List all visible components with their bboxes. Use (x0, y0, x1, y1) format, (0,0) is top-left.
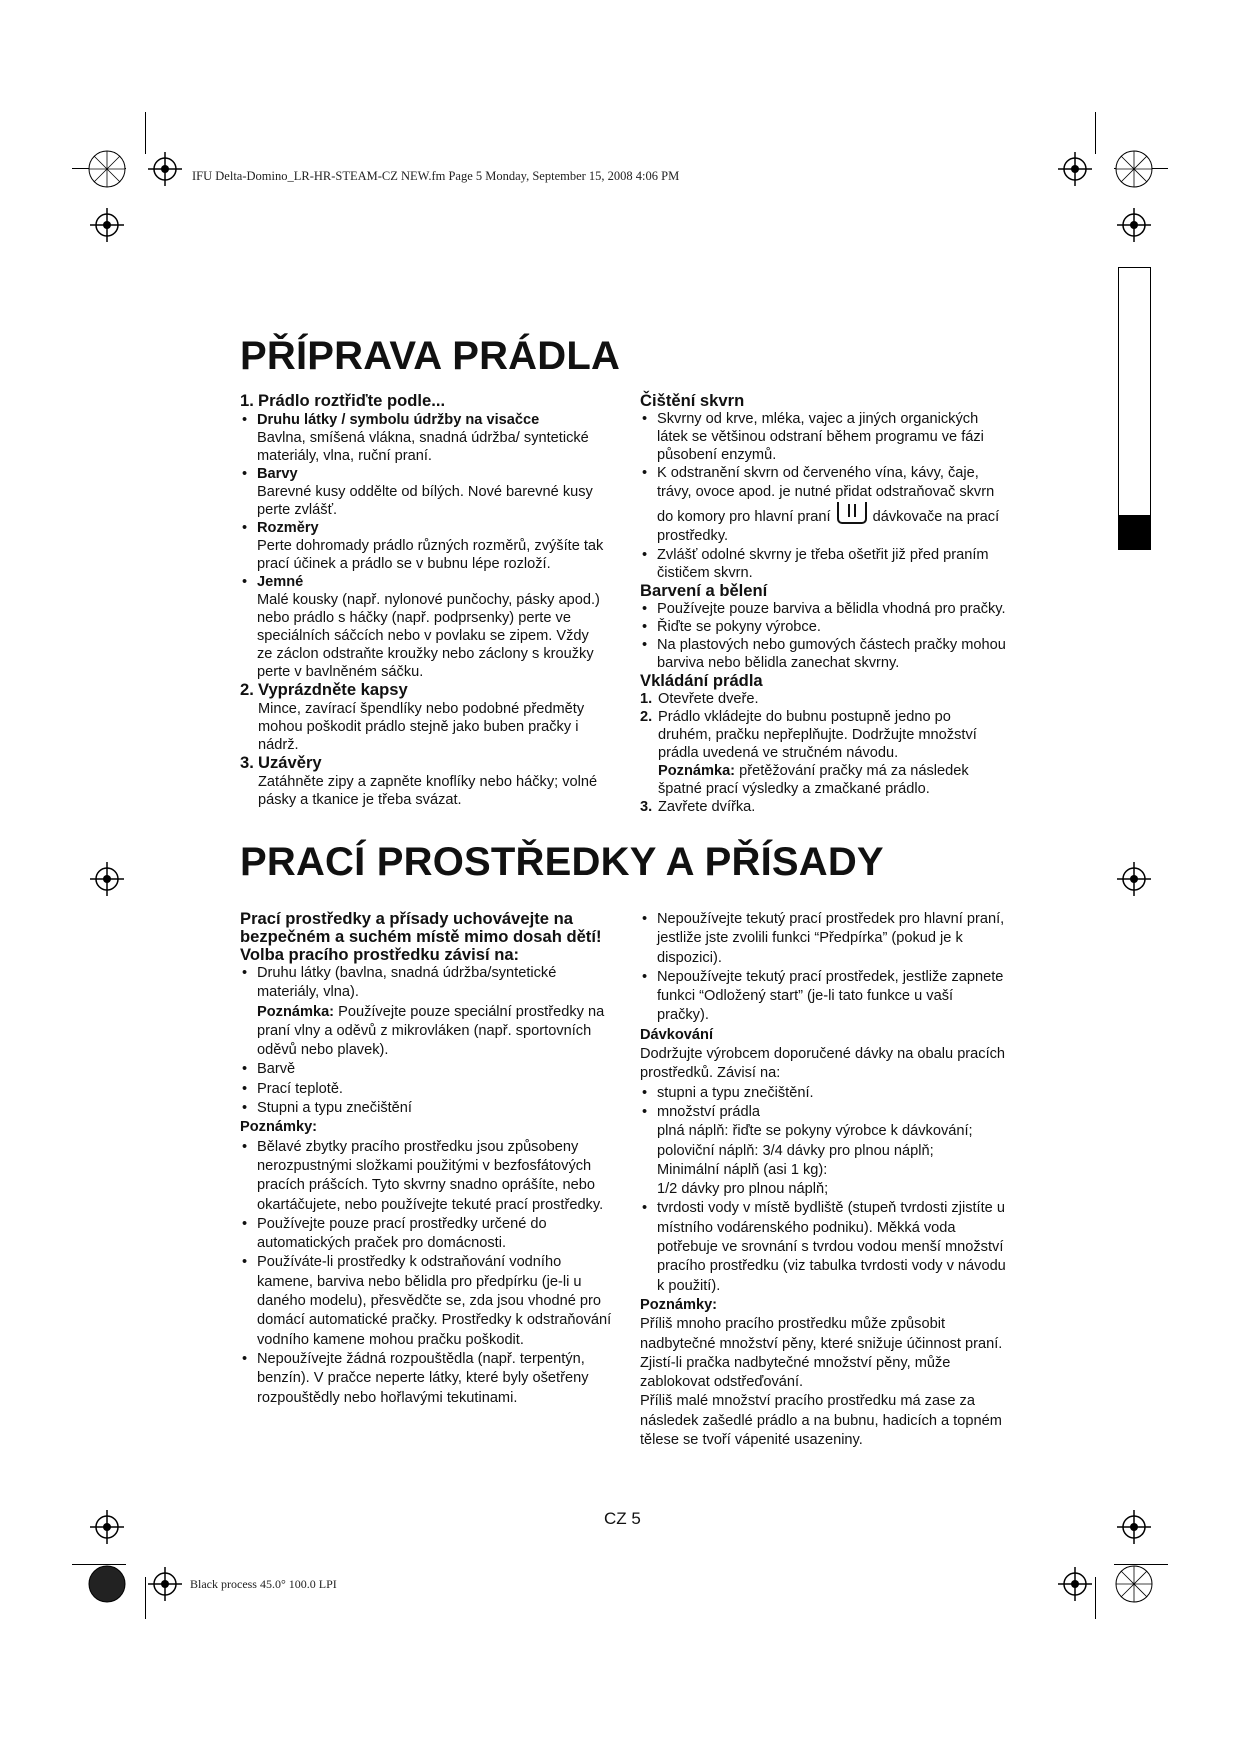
notes-label: Poznámky: (240, 1119, 318, 1136)
list-item: • množství prádla plná náplň: řiďte se pokyny výrobce k dávkování; poloviční náplň: 3/4 dávky pro plnou náplň; Minimální náplň (asi 1 kg): 1/2 dávky pro plnou náplň; (640, 1103, 1008, 1199)
subheading: Dávkování (640, 1026, 714, 1043)
detergent-left-column (240, 910, 612, 1408)
list-item: • Používáte-li prostředky k odstraňování vodního kamene, barviva nebo bělidla pro předpírku (je-li u daného modelu), přesvědčte se, zda jsou vhodné pro domácí automatické pračky. Prostředky k odstraňování vodního kamene mohou pračku poškodit. (240, 1253, 612, 1349)
footer-meta: Black process 45.0° 100.0 LPI (190, 1577, 337, 1591)
header-meta: IFU Delta-Domino_LR-HR-STEAM-CZ NEW.fm Page 5 Monday, September 15, 2008 4:06 PM (192, 169, 680, 183)
list-item: 2. Prádlo vkládejte do bubnu postupně jedno po druhém, pračku nepřeplňujte. Dodržujte množství prádla uvedená ve stručném návodu. Poznámka: přetěžování pračky má za následek špatné prací výsledky a zmačkané prádlo. (640, 709, 977, 797)
paragraph: Zjistí-li pračka nadbytečné množství pěny, může zablokovat odstřeďování. (640, 1354, 951, 1391)
list-item: • Barvě (240, 1060, 612, 1079)
subheading: Barvení a bělení (640, 581, 768, 600)
list-item: • Nepoužívejte žádná rozpouštědla (např. terpentýn, benzín). V pračce neperte látky, které byly ošetřeny rozpouštědly nebo hořlavými tekutinami. (240, 1350, 612, 1408)
main-wash-compartment-icon (837, 502, 867, 524)
notes-label: Poznámky: (640, 1296, 718, 1313)
subheading: Čištění skvrn (640, 391, 745, 410)
list-item: • Rozměry Perte dohromady prádlo různých rozměrů, zvýšíte tak prací účinek a prádlo se v bubnu lépe rozloží. (240, 519, 608, 573)
page-number: CZ 5 (604, 1509, 641, 1528)
paragraph: Příliš malé množství pracího prostředku má zase za následek zašedlé prádlo a na bubnu, hadicích a topném tělese se tvoří vápenité usazeniny. (640, 1393, 1002, 1449)
list-item: • K odstranění skvrn od červeného vína, kávy, čaje, trávy, ovoce apod. je nutné přidat odstraňovač skvrn do komory pro hlavní praní dávkovače na prací prostředky. (640, 464, 1006, 546)
list-item: • Barvy Barevné kusy oddělte od bílých. Nové barevné kusy perte zvlášť. (240, 465, 608, 519)
detergent-right-column (640, 910, 1008, 1450)
section-title-priprava: PŘÍPRAVA PRÁDLA (240, 334, 621, 378)
list-item: • Druhu látky / symbolu údržby na visačce Bavlna, smíšená vlákna, snadná údržba/ syntetické materiály, vlna, ruční praní. (240, 411, 608, 465)
list-item: 1. Otevřete dveře. (640, 691, 759, 707)
list-item: • stupni a typu znečištění. (640, 1084, 1008, 1103)
item-title: Prádlo roztřiďte podle... (258, 391, 446, 410)
list-item: • Bělavé zbytky pracího prostředku jsou způsobeny nerozpustnými složkami použitými v bezfosfátových pracích prášcích. Tyto skvrny snadno oprášíte, nebo okartáčujete, nebo používejte tekuté prací prostředky. (240, 1138, 612, 1215)
thumb-tab-outline (1118, 267, 1151, 550)
list-item: • Skvrny od krve, mléka, vajec a jiných organických látek se většinou odstraní během programu ve fázi působení enzymů. (640, 410, 1006, 464)
list-item: • Druhu látky (bavlna, snadná údržba/syntetické materiály, vlna). Poznámka: Používejte pouze speciální prostředky na praní vlny a oděvů z mikrovláken (např. sportovních oděvů nebo plavek). (240, 964, 612, 1060)
list-item: • Stupni a typu znečištění (240, 1099, 612, 1118)
subheading: Volba pracího prostředku závisí na: (240, 945, 520, 964)
thumb-tab-marker (1118, 515, 1151, 550)
list-item: 3. Zavřete dvířka. (640, 799, 756, 815)
subheading: Vkládání prádla (640, 671, 763, 690)
safety-warning: Prací prostředky a přísady uchovávejte na bezpečném a suchém místě mimo dosah dětí! (240, 909, 602, 946)
list-item: • Na plastových nebo gumových částech pračky mohou barviva nebo bělidla zanechat skvrny. (640, 636, 1006, 672)
list-item: • Používejte pouze barviva a bělidla vhodná pro pračky. (640, 600, 1006, 618)
list-item: 1. Prádlo roztřiďte podle... (240, 391, 446, 410)
paragraph: Dodržujte výrobcem doporučené dávky na obalu pracích prostředků. Závisí na: (640, 1046, 1006, 1082)
list-item: • Prací teplotě. (240, 1080, 612, 1099)
paragraph: Příliš mnoho pracího prostředku může způsobit nadbytečné množství pěny, které snižuje účinnost praní. (640, 1316, 1003, 1352)
stains-column (640, 392, 1006, 816)
list-item: 3. Uzávěry Zatáhněte zipy a zapněte knoflíky nebo háčky; volné pásky a tkanice je třeba svázat. (240, 753, 598, 808)
list-item: • tvrdosti vody v místě bydliště (stupeň tvrdosti zjistíte u místního vodárenského podniku). Měkká voda potřebuje ve srovnání s tvrdou vodou menší množství pracího prostředku (viz tabulka tvrdosti vody v návodu k použití). (640, 1199, 1008, 1295)
list-item: 2. Vyprázdněte kapsy Mince, zavírací špendlíky nebo podobné předměty mohou poškodit prádlo stejně jako buben pračky i nádrž. (240, 680, 585, 753)
list-item: • Používejte pouze prací prostředky určené do automatických praček pro domácnosti. (240, 1215, 612, 1254)
list-item: • Nepoužívejte tekutý prací prostředek, jestliže zapnete funkci “Odložený start” (je-li tato funkce u vaší pračky). (640, 968, 1008, 1026)
list-item: • Jemné Malé kousky (např. nylonové punčochy, pásky apod.) nebo prádlo s háčky (např. podprsenky) perte ve speciálních sáčcích nebo v povlaku se zipem. Vždy ze záclon odstraňte kroužky nebo záclony s kroužky perte v bavlněném sáčku. (240, 573, 608, 681)
sorting-column (240, 392, 608, 809)
section-title-detergents: PRACÍ PROSTŘEDKY A PŘÍSADY (240, 840, 884, 884)
list-item: • Řiďte se pokyny výrobce. (640, 618, 1006, 636)
list-item: • Nepoužívejte tekutý prací prostředek pro hlavní praní, jestliže jste zvolili funkci “Předpírka” (pokud je k dispozici). (640, 910, 1008, 968)
list-item: • Zvlášť odolné skvrny je třeba ošetřit již před praním čističem skvrn. (640, 546, 1006, 582)
